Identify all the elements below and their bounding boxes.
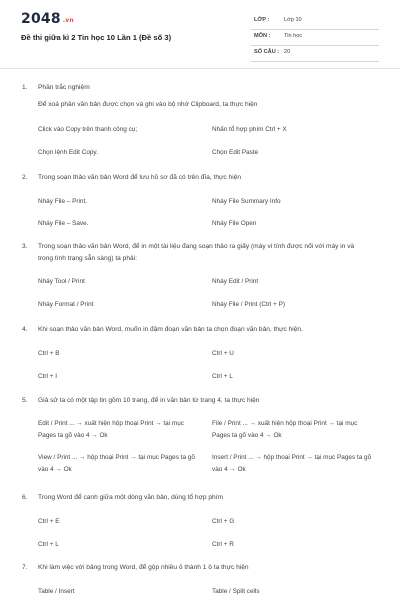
question-text: Khi làm việc với bảng trong Word, để gộp nhiều ô thành 1 ô ta thực hiện	[38, 564, 249, 571]
question-text: Trong soạn thảo văn bản Word để lưu hồ sơ đã có trên đĩa, thực hiện	[38, 174, 242, 181]
question-text: Phần trắc nghiệm	[38, 84, 90, 91]
meta-row-class	[251, 14, 379, 30]
question-number: 4.	[22, 326, 28, 333]
answer-option-c[interactable]: Nháy File – Save.	[38, 220, 89, 227]
question-subtext: Để xoá phần văn bản được chọn và ghi vào bộ nhớ Clipboard, ta thực hiện	[38, 101, 258, 108]
question-number: 1.	[22, 84, 28, 91]
answer-option-a[interactable]: Edit / Print ... → xuất hiện hộp thoại Print → tại mục Pages ta gõ vào 4 → Ok	[38, 420, 184, 439]
meta-key: SỐ CÂU :	[254, 49, 280, 55]
exam-title: Đề thi giữa kì 2 Tin học 10 Lần 1 (Đề số 3)	[21, 33, 172, 42]
question-text: Trong Word để canh giữa một dòng văn bản, dùng tổ hợp phím	[38, 494, 224, 501]
answer-option-b[interactable]: Ctrl + G	[212, 518, 235, 525]
exam-meta	[251, 14, 379, 62]
answer-option-c[interactable]: View / Print ... → hộp thoại Print → tại mục Pages ta gõ vào 4 → Ok	[38, 454, 195, 473]
question-text: Khi soạn thảo văn bản Word, muốn in đậm đoạn văn bản ta chọn đoạn văn bản, thực hiện.	[38, 326, 303, 333]
answer-option-b[interactable]: Nháy Edit / Print	[212, 278, 259, 285]
question-text: Trong soạn thảo văn bản Word, để in một tài liệu đang soạn thảo ra giấy (máy vi tính được nối với máy in và trong tình trạng sẵn sàng) ta phải:	[38, 243, 355, 262]
answer-option-d[interactable]: Nháy File Open	[212, 220, 257, 227]
exam-header	[0, 0, 400, 62]
answer-option-d[interactable]: Nháy File / Print (Ctrl + P)	[212, 301, 285, 308]
meta-value: 20	[284, 49, 291, 55]
question-number: 7.	[22, 564, 28, 571]
answer-option-d[interactable]: Ctrl + R	[212, 541, 234, 548]
meta-key: LỚP :	[254, 17, 270, 23]
meta-key: MÔN :	[254, 33, 271, 39]
question-text: Giả sử ta có một tập tin gồm 10 trang, để in văn bản từ trang 4, ta thực hiện	[38, 397, 260, 404]
question-number: 6.	[22, 494, 28, 501]
answer-option-b[interactable]: Nhấn tổ hợp phím Ctrl + X	[212, 126, 287, 133]
answer-option-d[interactable]: Chọn Edit Paste	[212, 149, 259, 156]
answer-option-a[interactable]: Ctrl + B	[38, 350, 60, 357]
answer-option-d[interactable]: Insert / Print ... → hộp thoại Print → tại mục Pages ta gõ vào 4 → Ok	[212, 454, 372, 473]
meta-row-count	[251, 46, 379, 62]
question-number: 5.	[22, 397, 28, 404]
answer-option-c[interactable]: Ctrl + L	[38, 541, 59, 548]
answer-option-a[interactable]: Nháy File – Print.	[38, 198, 88, 205]
answer-option-b[interactable]: Ctrl + U	[212, 350, 234, 357]
question-number: 3.	[22, 243, 28, 250]
answer-option-d[interactable]: Ctrl + L	[212, 373, 233, 380]
answer-option-a[interactable]: Click vào Copy trên thanh công cụ;	[38, 126, 138, 133]
answer-option-a[interactable]: Ctrl + E	[38, 518, 60, 525]
question-number: 2.	[22, 174, 28, 181]
logo-text: 2048	[21, 11, 61, 27]
answer-option-b[interactable]: File / Print ... → xuất hiện hộp thoại Print → tại mục Pages ta gõ vào 4 → Ok	[212, 420, 358, 439]
answer-option-a[interactable]: Table / Insert	[38, 588, 75, 595]
answer-option-c[interactable]: Chọn lệnh Edit Copy.	[38, 149, 98, 156]
meta-value: Tin học	[284, 33, 303, 39]
answer-option-c[interactable]: Nháy Format / Print	[38, 301, 94, 308]
meta-row-subject	[251, 30, 379, 46]
answer-option-b[interactable]: Nháy File Summary Info	[212, 198, 281, 205]
answer-option-a[interactable]: Nháy Tool / Print	[38, 278, 85, 285]
site-logo[interactable]	[21, 11, 74, 27]
answer-option-c[interactable]: Ctrl + I	[38, 373, 57, 380]
answer-option-b[interactable]: Table / Split cells	[212, 588, 260, 595]
meta-value: Lớp 10	[284, 17, 302, 23]
logo-suffix: .vn	[62, 17, 74, 24]
header-divider	[0, 68, 400, 69]
